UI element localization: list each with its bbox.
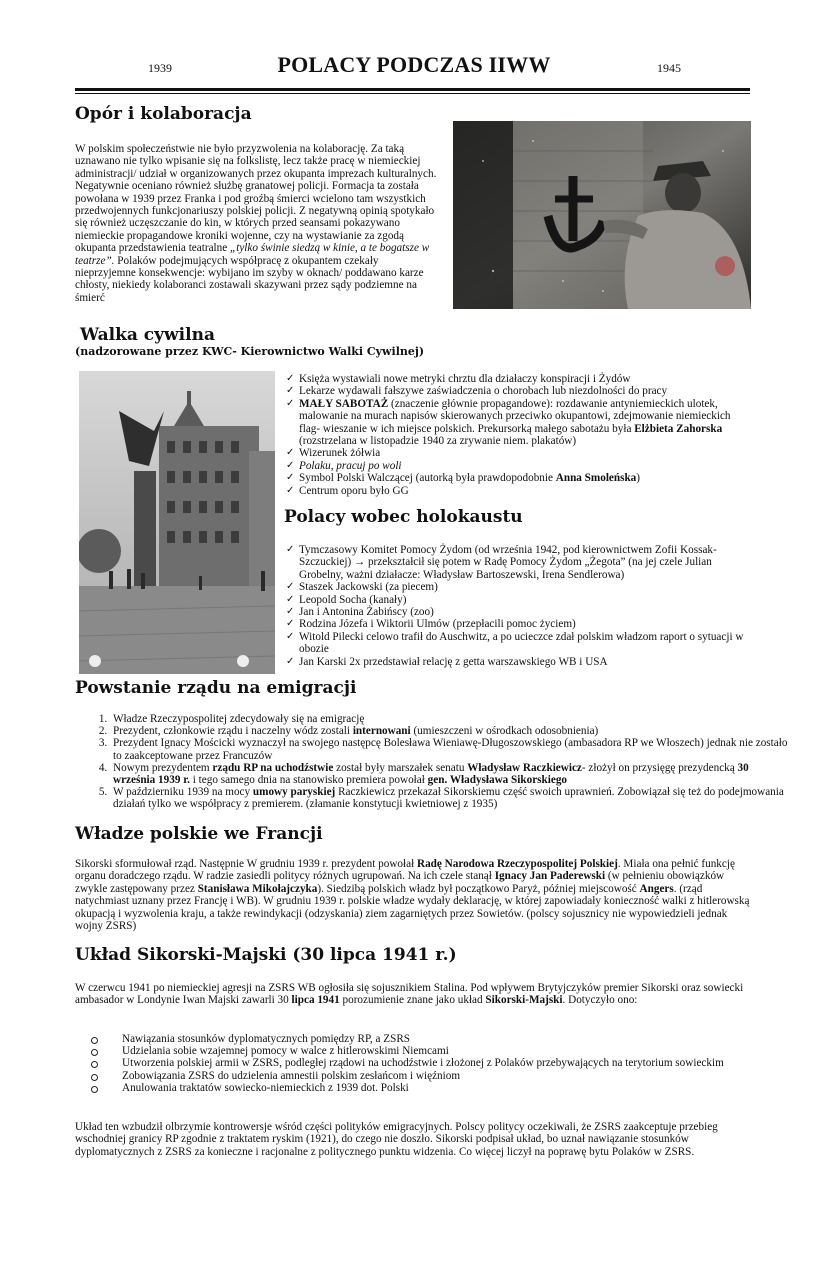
text: Władysław Raczkiewicz bbox=[467, 761, 582, 774]
list-item: 1. Władze Rzeczypospolitej zdecydowały się na emigrację bbox=[110, 713, 790, 725]
section-heading-france-authorities: Władze polskie we Francji bbox=[75, 824, 323, 844]
list-item: ✓ Wizerunek żółwia bbox=[283, 447, 753, 459]
text: W czerwcu 1941 po niemieckiej agresji na ZSRS WB ogłosiła się sojusznikiem Stalina. Pod wpływem Brytyjczyków premier Sikorski oraz sowiecki ambasador w Londynie Iwan Majski zawarli 30 bbox=[75, 982, 744, 1007]
list-item: Udzielania sobie wzajemnej pomocy w walce z hitlerowskimi Niemcami bbox=[110, 1045, 790, 1057]
text: rządu RP na uchodźstwie bbox=[212, 761, 334, 774]
year-start: 1939 bbox=[148, 61, 172, 75]
emigration-list bbox=[75, 713, 790, 811]
list-item bbox=[110, 786, 790, 810]
section-heading-holocaust: Polacy wobec holokaustu bbox=[284, 507, 523, 527]
small-sabotage-tail: (rozstrzelana w listopadzie 1940 za zrywanie niem. plakatów) bbox=[299, 435, 577, 448]
agreement-points-list bbox=[75, 1033, 790, 1094]
text: Prezydent, członkowie rządu i naczelny wódz zostali bbox=[113, 725, 353, 738]
resistance-quote: „tylko świnie siedzą w kinie, a te bogatsze w teatrze”. bbox=[75, 242, 430, 267]
list-item bbox=[283, 472, 753, 484]
section-heading-civil-struggle: Walka cywilna bbox=[80, 325, 215, 345]
text: Raczkiewicz przekazał Sikorskiemu część swoich uprawnień. Zobowiązał się też do podejmowania działań tylko we współpracy z premierem. (złamanie konstytucji kwietniowej z 1935) bbox=[113, 786, 784, 811]
agreement-closing-paragraph: Układ ten wzbudził olbrzymie kontrowersje wśród części polityków emigracyjnych. Polscy politycy oczekiwali, że ZSRS zaakceptuje przebieg wschodniej granicy RP zgodnie z traktatem ryskim (1921), do czego nie doszło. Sikorski podpisał układ, bo uznał nawiązanie stosunków dyplomatycznych z ZSRS za konieczne i racjonalne z politycznego punktu widzenia. Co więcej liczył na poprawę bytu Polaków w ZSRS. bbox=[75, 1121, 718, 1158]
text: . (rząd natychmiast uznany przez Francję i WB). W grudniu 1939 r. polskie władze wydały deklarację, w której zapowiadały konieczność walki z hitlerowską okupacją i wyzwolenia kraju, a także rewindykacji (odzyskania) ziem zagarniętych przez Sowietów. (polscy sojusznicy nie wypowiedzieli jednak wojny ZSRS) bbox=[75, 882, 750, 933]
holocaust-list bbox=[283, 544, 753, 668]
list-item: Anulowania traktatów sowiecko-niemieckich z 1939 dot. Polski bbox=[110, 1082, 790, 1094]
small-sabotage-text: (znaczenie głównie propagandowe): rozdawanie antyniemieckich ulotek, malowanie na murach napisów skierowanych przeciwko okupantowi, zdejmowanie niemieckich flag- wieszanie w ich miejsce polskich. Prekursorką małego sabotażu była bbox=[299, 397, 731, 435]
resistance-text-b: Polaków podejmujących współpracę z okupantem czekały nieprzyjemne konsekwencje: wybijano im szyby w oknach/ poddawano karze chłosty, niekiedy kolaboranci zostawali skazywani przez sądy podziemne na śmierć bbox=[75, 254, 424, 304]
list-item: ✓ Tymczasowy Komitet Pomocy Żydom (od września 1942, pod kierownictwem Zofii Kossak-Szczuckiej) → przekształcił się potem w Radę Pomocy Żydom „Żegota” (na jej czele Julian Grobelny, ważni działacze: Władysław Bartoszewski, Irena Sendlerowa) bbox=[283, 544, 753, 581]
header-rule-thick bbox=[75, 88, 750, 91]
civil-struggle-subheading: (nadzorowane przez KWC- Kierownictwo Walki Cywilnej) bbox=[75, 345, 425, 358]
slogan-text: Polaku, pracuj po woli bbox=[299, 459, 402, 472]
text: ). Siedzibą polskich władz był początkowo Paryż, później miejscowość bbox=[317, 882, 640, 895]
text: - złożył on przysięgę prezydencką bbox=[581, 761, 738, 774]
list-item bbox=[110, 725, 790, 737]
text: lipca 1941 bbox=[291, 994, 340, 1007]
list-item: ✓ Leopold Socha (kanały) bbox=[283, 594, 753, 606]
section-heading-sikorski-majski: Układ Sikorski-Majski (30 lipca 1941 r.) bbox=[75, 945, 457, 965]
text: (w pełnieniu obowiązków zwykle zastępowany przez bbox=[75, 870, 725, 895]
text: Nowym prezydentem bbox=[113, 761, 213, 774]
text: . Miała ona pełnić funkcję organu doradczego rządu. W radzie zasiedli politycy różnych ugrupowań. Na ich czele stanął bbox=[75, 858, 735, 883]
list-item: 3. Prezydent Ignacy Mościcki wyznaczył na swojego następcę Bolesława Wieniawę-Długoszowskiego (ambasadora RP we Włoszech) jednak nie zostało to zaakceptowane przez Francuzów bbox=[110, 737, 790, 761]
list-item: ✓ Staszek Jackowski (za piecem) bbox=[283, 581, 753, 593]
text: Angers bbox=[639, 882, 674, 895]
warsaw-street-photo bbox=[79, 371, 275, 674]
small-sabotage-label: MAŁY SABOTAŻ bbox=[299, 397, 389, 410]
text: W październiku 1939 na mocy bbox=[113, 786, 253, 799]
list-item: ✓ Jan Karski 2x przedstawiał relację z getta warszawskiego WB i USA bbox=[283, 656, 753, 668]
list-item: Zobowiązania ZSRS do udzielenia amnestii polskim zesłańcom i więźniom bbox=[110, 1070, 790, 1082]
page-title: POLACY PODCZAS IIWW bbox=[277, 52, 551, 77]
list-item: Utworzenia polskiej armii w ZSRS, podległej rządowi na uchodźstwie i złożonej z Polaków przebywających na terytorium sowieckim bbox=[110, 1057, 790, 1069]
text: (umieszczeni w ośrodkach odosobnienia) bbox=[410, 725, 599, 738]
sikorski-majski-intro bbox=[75, 982, 753, 1007]
header-rule-thin bbox=[75, 93, 750, 94]
text: umowy paryskiej bbox=[252, 786, 336, 799]
resistance-paragraph bbox=[75, 143, 440, 304]
zahorska-name: Elżbieta Zahorska bbox=[634, 422, 723, 435]
list-item bbox=[283, 398, 753, 448]
list-item: ✓ Witold Pilecki celowo trafił do Auschwitz, a po ucieczce zdał polskim władzom raport o sytuacji w obozie bbox=[283, 631, 753, 656]
text: Stanisława Mikołajczyka bbox=[197, 882, 318, 895]
list-item: Nawiązania stosunków dyplomatycznych pomiędzy RP, a ZSRS bbox=[110, 1033, 790, 1045]
text: Sikorski-Majski bbox=[485, 994, 563, 1007]
text: internowani bbox=[352, 725, 411, 738]
list-item bbox=[283, 460, 753, 472]
france-paragraph bbox=[75, 858, 753, 932]
section-heading-emigration-government: Powstanie rządu na emigracji bbox=[75, 678, 357, 698]
list-item: ✓ Rodzina Józefa i Wiktorii Ulmów (przepłacili pomoc życiem) bbox=[283, 618, 753, 630]
symbol-tail: ) bbox=[636, 472, 641, 485]
list-item: ✓ Lekarze wydawali fałszywe zaświadczenia o chorobach lub niezdolności do pracy bbox=[283, 385, 753, 397]
symbol-text: Symbol Polski Walczącej (autorką była prawdopodobnie bbox=[299, 472, 556, 485]
text: Sikorski sformułował rząd. Następnie W grudniu 1939 r. prezydent powołał bbox=[75, 858, 417, 870]
list-item: ✓ Księża wystawiali nowe metryki chrztu dla działaczy konspiracji i Żydów bbox=[283, 373, 753, 385]
smolenska-name: Anna Smoleńska bbox=[555, 472, 637, 485]
text: Ignacy Jan Paderewski bbox=[494, 870, 606, 883]
text: został były marszałek senatu bbox=[333, 761, 468, 774]
list-item: ✓ Jan i Antonina Żabińscy (zoo) bbox=[283, 606, 753, 618]
text: porozumienie znane jako układ bbox=[339, 994, 486, 1007]
year-end: 1945 bbox=[657, 61, 681, 75]
anchor-graffiti-photo bbox=[453, 121, 751, 309]
text: . Dotyczyło ono: bbox=[562, 994, 638, 1007]
civil-struggle-list bbox=[283, 373, 753, 497]
text: 30 września 1939 r. bbox=[113, 761, 749, 787]
text: Radę Narodowa Rzeczypospolitej Polskiej bbox=[416, 858, 618, 870]
text: gen. Władysława Sikorskiego bbox=[427, 774, 568, 787]
resistance-text-a: W polskim społeczeństwie nie było przyzwolenia na kolaborację. Za taką uznawano nie tylko wpisanie się na folkslistę, lecz także pracę w niemieckiej administracji/ udział w organizowanych przez okupanta imprezach kulturalnych. Negatywnie oceniano również służbę granatowej policji. Formacja ta została powołana w 1939 przez Franka i pod groźbą śmierci wcielono tam wszystkich przedwojennych funkcjonariuszy polskiej policji. Z negatywną opinią spotykało się również uczęszczanie do kin, w których przed seansami pokazywano niemieckie propagandowe kroniki wojenne, czy na wystawianie za zgodą okupanta przedstawienia teatralne bbox=[75, 143, 437, 255]
text: i tego samego dnia na stanowisko premiera powołał bbox=[189, 774, 428, 787]
list-item bbox=[110, 762, 790, 786]
list-item: ✓ Centrum oporu było GG bbox=[283, 485, 753, 497]
section-heading-resistance: Opór i kolaboracja bbox=[75, 104, 252, 124]
